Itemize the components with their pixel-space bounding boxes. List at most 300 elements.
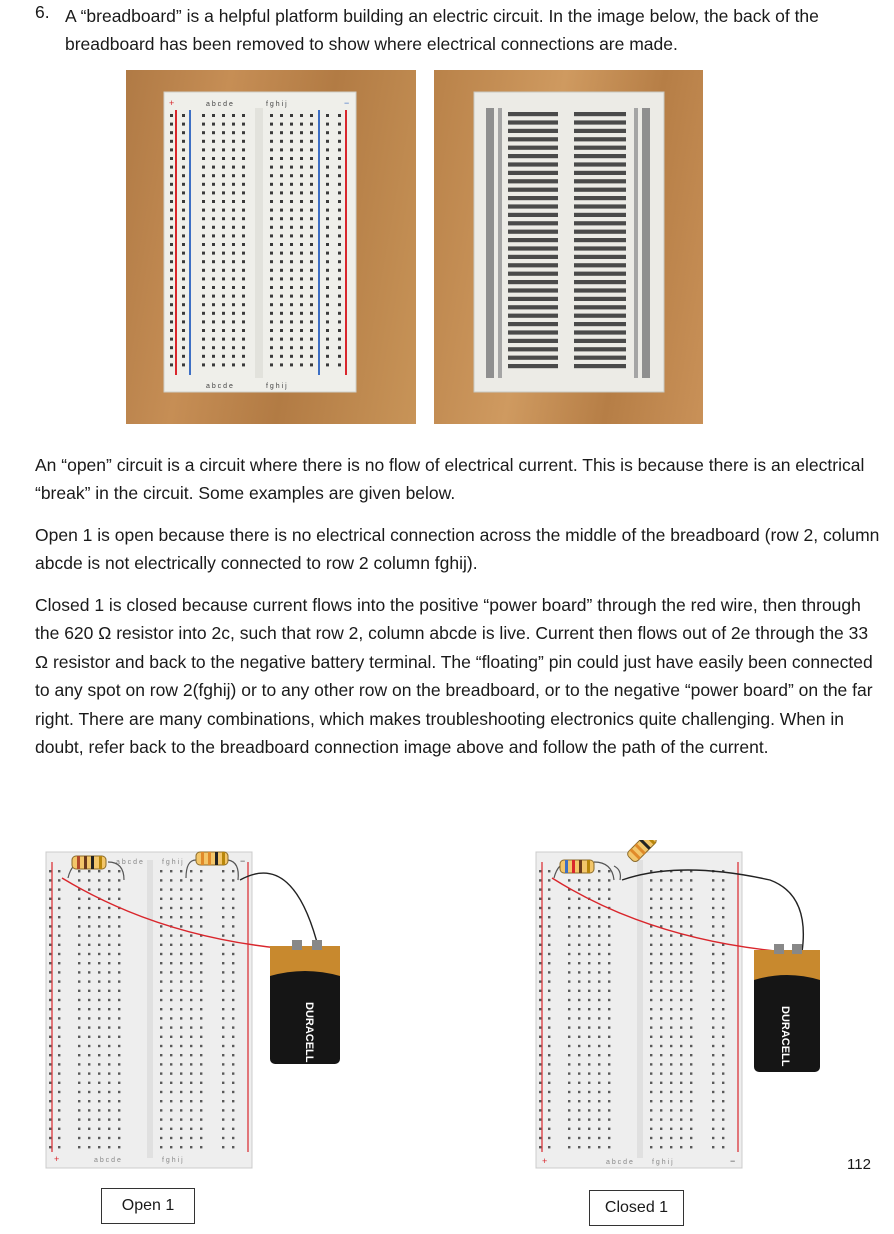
hole <box>568 925 570 927</box>
hole <box>88 953 90 955</box>
hole <box>280 320 283 323</box>
hole <box>598 944 600 946</box>
hole <box>182 123 185 126</box>
hole <box>598 1008 600 1010</box>
fig1-plus: + <box>54 1154 60 1164</box>
hole <box>160 1091 162 1093</box>
hole <box>170 312 173 315</box>
hole <box>300 157 303 160</box>
hole <box>200 1137 202 1139</box>
metal-strip <box>508 297 558 301</box>
hole <box>539 870 541 872</box>
hole <box>660 1045 662 1047</box>
hole <box>670 1054 672 1056</box>
hole <box>180 944 182 946</box>
hole <box>680 1082 682 1084</box>
hole <box>212 217 215 220</box>
hole <box>608 1091 610 1093</box>
hole <box>326 355 329 358</box>
hole <box>232 870 234 872</box>
hole <box>290 131 293 134</box>
hole <box>588 916 590 918</box>
hole <box>98 1109 100 1111</box>
fig2-minus: − <box>730 1156 736 1166</box>
hole <box>200 1036 202 1038</box>
hole <box>290 157 293 160</box>
hole <box>212 355 215 358</box>
hole <box>539 1146 541 1148</box>
hole <box>182 252 185 255</box>
hole <box>690 1128 692 1130</box>
hole <box>78 1146 80 1148</box>
hole <box>650 1063 652 1065</box>
hole <box>280 157 283 160</box>
hole <box>712 1008 714 1010</box>
fig2-plus: + <box>542 1156 548 1166</box>
hole <box>170 355 173 358</box>
hole <box>88 1063 90 1065</box>
hole <box>650 888 652 890</box>
hole <box>598 934 600 936</box>
hole <box>118 934 120 936</box>
hole <box>58 1045 60 1047</box>
hole <box>568 1146 570 1148</box>
hole <box>202 209 205 212</box>
hole <box>108 1118 110 1120</box>
hole <box>650 1100 652 1102</box>
hole <box>608 870 610 872</box>
hole <box>202 131 205 134</box>
hole <box>200 1045 202 1047</box>
hole <box>170 295 173 298</box>
hole <box>539 888 541 890</box>
hole <box>568 1082 570 1084</box>
hole <box>608 1146 610 1148</box>
hole <box>598 1026 600 1028</box>
hole <box>170 191 173 194</box>
hole <box>242 166 245 169</box>
hole <box>300 338 303 341</box>
hole <box>270 286 273 289</box>
hole <box>49 907 51 909</box>
hole <box>212 191 215 194</box>
hole <box>680 1036 682 1038</box>
hole <box>670 944 672 946</box>
hole <box>310 114 313 117</box>
hole <box>670 1118 672 1120</box>
hole <box>290 234 293 237</box>
hole <box>182 226 185 229</box>
hole <box>170 123 173 126</box>
hole <box>280 183 283 186</box>
hole <box>280 260 283 263</box>
hole <box>338 269 341 272</box>
hole <box>222 191 225 194</box>
hole <box>222 174 225 177</box>
metal-strip <box>574 146 626 150</box>
hole <box>650 962 652 964</box>
hole <box>202 286 205 289</box>
hole <box>202 174 205 177</box>
hole <box>170 166 173 169</box>
hole <box>182 295 185 298</box>
metal-strip <box>574 246 626 250</box>
hole <box>242 320 245 323</box>
hole <box>108 1026 110 1028</box>
hole <box>242 286 245 289</box>
hole <box>98 1137 100 1139</box>
hole <box>300 148 303 151</box>
hole <box>58 1063 60 1065</box>
hole <box>232 971 234 973</box>
hole <box>680 1063 682 1065</box>
hole <box>170 1054 172 1056</box>
hole <box>270 166 273 169</box>
hole <box>548 980 550 982</box>
hole <box>270 114 273 117</box>
hole <box>650 1137 652 1139</box>
back-rail-right <box>634 108 638 378</box>
hole <box>548 888 550 890</box>
hole <box>182 329 185 332</box>
metal-strip <box>574 330 626 334</box>
hole <box>222 346 225 349</box>
hole <box>310 295 313 298</box>
hole <box>670 1017 672 1019</box>
hole <box>242 148 245 151</box>
hole <box>58 1036 60 1038</box>
hole <box>98 870 100 872</box>
hole <box>58 1137 60 1139</box>
hole <box>108 953 110 955</box>
hole <box>290 114 293 117</box>
hole <box>49 1036 51 1038</box>
hole <box>170 1008 172 1010</box>
hole <box>170 209 173 212</box>
hole <box>170 907 172 909</box>
hole <box>88 907 90 909</box>
hole <box>650 1008 652 1010</box>
hole <box>212 131 215 134</box>
hole <box>290 166 293 169</box>
hole <box>212 277 215 280</box>
hole <box>588 1082 590 1084</box>
metal-strip <box>574 305 626 309</box>
hole <box>660 934 662 936</box>
hole <box>722 888 724 890</box>
hole <box>160 916 162 918</box>
breadboard-front-illustration <box>126 70 416 424</box>
hole <box>88 898 90 900</box>
hole <box>78 1072 80 1074</box>
hole <box>180 1137 182 1139</box>
fig1-battery <box>270 940 340 1064</box>
hole <box>108 1054 110 1056</box>
hole <box>690 1036 692 1038</box>
hole <box>170 1017 172 1019</box>
hole <box>568 916 570 918</box>
hole <box>212 363 215 366</box>
hole <box>190 1017 192 1019</box>
hole <box>98 1091 100 1093</box>
hole <box>660 1008 662 1010</box>
hole <box>650 1118 652 1120</box>
hole <box>722 1109 724 1111</box>
hole <box>88 944 90 946</box>
hole <box>338 131 341 134</box>
hole <box>310 320 313 323</box>
hole <box>98 934 100 936</box>
hole <box>49 1091 51 1093</box>
hole <box>680 990 682 992</box>
hole <box>280 252 283 255</box>
hole <box>598 1063 600 1065</box>
hole <box>180 925 182 927</box>
hole <box>608 1082 610 1084</box>
hole <box>300 166 303 169</box>
hole <box>608 971 610 973</box>
hole <box>182 191 185 194</box>
hole <box>202 295 205 298</box>
hole <box>310 338 313 341</box>
hole <box>160 907 162 909</box>
hole <box>650 953 652 955</box>
hole <box>712 1045 714 1047</box>
hole <box>578 1072 580 1074</box>
hole <box>182 260 185 263</box>
hole <box>290 286 293 289</box>
hole <box>190 1026 192 1028</box>
hole <box>58 1026 60 1028</box>
hole <box>182 157 185 160</box>
hole <box>170 148 173 151</box>
hole <box>722 1082 724 1084</box>
hole <box>190 916 192 918</box>
hole <box>170 338 173 341</box>
hole <box>222 934 224 936</box>
hole <box>660 879 662 881</box>
hole <box>242 338 245 341</box>
metal-strip <box>574 263 626 267</box>
hole <box>170 140 173 143</box>
hole <box>202 346 205 349</box>
hole <box>598 1091 600 1093</box>
hole <box>290 295 293 298</box>
hole <box>290 346 293 349</box>
hole <box>78 925 80 927</box>
hole <box>170 999 172 1001</box>
hole <box>212 226 215 229</box>
hole <box>222 1026 224 1028</box>
hole <box>690 1026 692 1028</box>
hole <box>598 907 600 909</box>
hole <box>202 191 205 194</box>
breadboard-back-illustration <box>434 70 703 424</box>
hole <box>160 1128 162 1130</box>
metal-strip <box>574 120 626 124</box>
hole <box>118 1100 120 1102</box>
hole <box>722 916 724 918</box>
hole <box>338 114 341 117</box>
hole <box>690 1137 692 1139</box>
hole <box>300 277 303 280</box>
hole <box>608 1063 610 1065</box>
hole <box>680 888 682 890</box>
hole <box>290 312 293 315</box>
hole <box>712 1128 714 1130</box>
hole <box>690 1072 692 1074</box>
hole <box>300 355 303 358</box>
hole <box>190 1054 192 1056</box>
hole <box>548 1026 550 1028</box>
hole <box>588 879 590 881</box>
metal-strip <box>508 238 558 242</box>
hole <box>232 346 235 349</box>
hole <box>88 1100 90 1102</box>
hole <box>712 999 714 1001</box>
hole <box>222 1118 224 1120</box>
hole <box>690 1109 692 1111</box>
hole <box>280 131 283 134</box>
hole <box>722 953 724 955</box>
hole <box>670 953 672 955</box>
hole <box>58 1082 60 1084</box>
hole <box>232 286 235 289</box>
hole <box>598 1146 600 1148</box>
hole <box>539 907 541 909</box>
hole <box>660 916 662 918</box>
hole <box>160 953 162 955</box>
hole <box>118 1054 120 1056</box>
hole <box>280 295 283 298</box>
hole <box>338 234 341 237</box>
hole <box>568 1008 570 1010</box>
hole <box>568 1118 570 1120</box>
hole <box>300 226 303 229</box>
hole <box>118 953 120 955</box>
hole <box>588 1072 590 1074</box>
hole <box>588 1017 590 1019</box>
hole <box>548 1128 550 1130</box>
hole <box>160 1100 162 1102</box>
hole <box>170 898 172 900</box>
hole <box>568 1036 570 1038</box>
hole <box>160 1146 162 1148</box>
hole <box>280 166 283 169</box>
hole <box>170 953 172 955</box>
hole <box>49 934 51 936</box>
hole <box>222 303 225 306</box>
hole <box>118 870 120 872</box>
hole <box>280 148 283 151</box>
hole <box>608 1026 610 1028</box>
hole <box>568 990 570 992</box>
hole <box>200 1100 202 1102</box>
hole <box>326 191 329 194</box>
hole <box>232 166 235 169</box>
hole <box>78 1128 80 1130</box>
hole <box>232 925 234 927</box>
hole <box>690 962 692 964</box>
hole <box>160 1082 162 1084</box>
hole <box>598 980 600 982</box>
hole <box>232 243 235 246</box>
hole <box>670 1128 672 1130</box>
hole <box>98 1026 100 1028</box>
fig1-columns-left: a b c d e <box>116 859 143 866</box>
hole <box>88 971 90 973</box>
hole <box>98 962 100 964</box>
hole <box>539 953 541 955</box>
hole <box>310 252 313 255</box>
metal-strip <box>574 129 626 133</box>
hole <box>290 123 293 126</box>
hole <box>598 1128 600 1130</box>
hole <box>202 200 205 203</box>
hole <box>108 925 110 927</box>
hole <box>598 1109 600 1111</box>
hole <box>722 1100 724 1102</box>
hole <box>242 329 245 332</box>
hole <box>222 999 224 1001</box>
metal-strip <box>508 322 558 326</box>
metal-strip <box>508 204 558 208</box>
hole <box>202 329 205 332</box>
open-1-circuit-diagram <box>44 840 370 1170</box>
hole <box>338 338 341 341</box>
hole <box>170 971 172 973</box>
hole <box>160 962 162 964</box>
metal-strip <box>574 230 626 234</box>
hole <box>680 1128 682 1130</box>
hole <box>222 1100 224 1102</box>
hole <box>202 166 205 169</box>
hole <box>539 879 541 881</box>
hole <box>712 944 714 946</box>
hole <box>200 1054 202 1056</box>
hole <box>58 962 60 964</box>
hole <box>200 990 202 992</box>
hole <box>108 1036 110 1038</box>
hole <box>212 140 215 143</box>
hole <box>78 1063 80 1065</box>
hole <box>326 295 329 298</box>
hole <box>300 363 303 366</box>
hole <box>326 200 329 203</box>
hole <box>690 879 692 881</box>
hole <box>280 191 283 194</box>
hole <box>568 1045 570 1047</box>
hole <box>270 191 273 194</box>
hole <box>170 990 172 992</box>
hole <box>598 870 600 872</box>
hole <box>200 944 202 946</box>
hole <box>270 312 273 315</box>
hole <box>290 260 293 263</box>
hole <box>190 1045 192 1047</box>
hole <box>78 944 80 946</box>
hole <box>578 962 580 964</box>
hole <box>182 114 185 117</box>
hole <box>108 944 110 946</box>
hole <box>78 916 80 918</box>
hole <box>670 999 672 1001</box>
hole <box>338 174 341 177</box>
hole <box>118 1036 120 1038</box>
hole <box>170 879 172 881</box>
hole <box>300 243 303 246</box>
metal-strip <box>574 280 626 284</box>
